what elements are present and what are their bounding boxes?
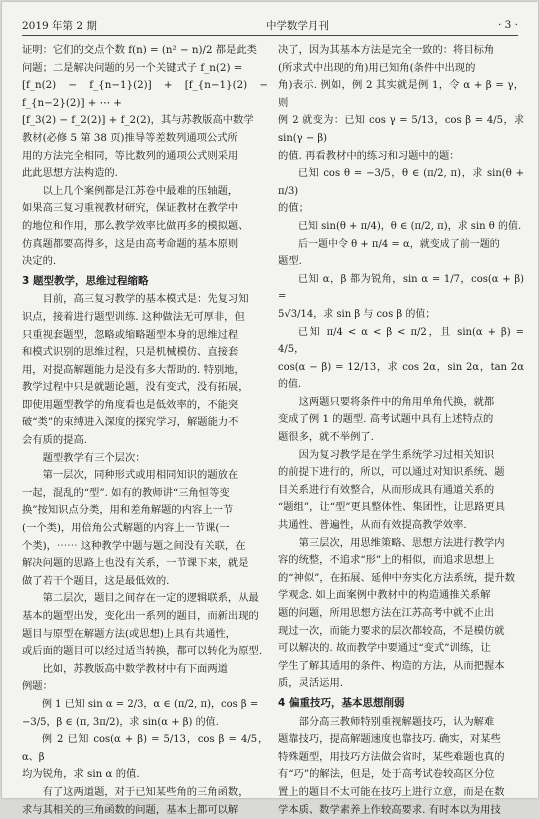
text-line: 题型. — [278, 255, 302, 268]
text-line: 目关系进行有效整合，从而形成具有通道关系的 — [278, 483, 495, 496]
text-line: 这两题只要将条件中的角用单角代换，就都 — [298, 395, 495, 408]
text-line: 一起，混乱的“型”. 如有的教师讲“三角恒等变 — [22, 486, 230, 499]
journal-title: 中学数学月刊 — [265, 19, 329, 32]
text-line: (一个类)，用倍角公式解题的内容上一节课(一 — [22, 522, 230, 535]
text-line: 求与其相关的三角函数的问题，基本上都可以解 — [22, 803, 239, 816]
text-line: 目前，高三复习教学的基本模式是：先复习知 — [42, 293, 249, 306]
text-line: 题靠技巧，提高解题速度也靠技巧. 确实，对某些 — [278, 733, 501, 746]
text-line: 即使用题型教学的角度看也是低效率的，不能突 — [22, 398, 239, 411]
text-line: 基本的题型出发，变化出一系列的题目，而新出现的 — [22, 610, 259, 622]
text-line: 会有质的提高. — [22, 434, 88, 447]
text-line: 置上的题目不太可能在技巧上进行立意，而是在数 — [278, 785, 505, 798]
text-line: (所求式中出现的角)用已知角(条件中出现的 — [278, 61, 476, 74]
text-line: 第二层次，题目之间存在一定的逻辑联系，从最 — [42, 592, 259, 605]
text-line: 仿真题都要高得多，这是由高考命题的基本原则 — [22, 237, 239, 250]
text-line: 换”按知识点分类，用和差角解题的内容上一节 — [22, 504, 234, 517]
text-line: 题的问题，所用思想方法在江苏高考中就不止出 — [278, 607, 495, 619]
example-2-line: 例 2 已知 cos(α + β) = 5/13，cos β = 4/5，α、β — [22, 734, 268, 763]
text-line: [f_n(2) − f_{n−1}(2)] + [f_{n−1}(2) − f_{n−2}(2)] + ⋯ + — [22, 79, 268, 109]
text-line: 例题： — [22, 680, 53, 693]
text-line: 的值； — [278, 202, 309, 215]
text-line: 有了这两道题，对于已知某些角的三角函数， — [42, 785, 249, 798]
text-line: 识点，接着进行题型训练. 这种做法无可厚非，但 — [22, 310, 245, 323]
text-line: 角)表示. 例如，例 2 其实就是例 1，令 α + β = γ，则 — [278, 79, 524, 109]
text-line: 证明：它们的交点个数 f(n) = (n² − n)/2 都是此类 — [22, 44, 257, 56]
page-header — [22, 16, 518, 34]
text-line: 比如，苏教版高中数学教材中有下面两道 — [42, 662, 228, 675]
text-line: 如果高三复习重视教材研究，保证教材在教学中 — [22, 202, 239, 215]
text-line: 题很多，就不举例了. — [278, 431, 374, 444]
text-line: 变成了例 1 的题型. 高考试题中具有上述特点的 — [278, 413, 494, 426]
text-line: 质，灵活运用. — [278, 677, 344, 690]
text-line: 部分高三教师特别重视解题技巧，认为解难 — [298, 715, 495, 728]
text-line: 做了若干个题目，这是最低效的. — [22, 574, 170, 587]
text-line: 用，对提高解题能力是没有多大帮助的. 特别地， — [22, 363, 245, 376]
issue-label: 2019 年第 2 期 — [22, 19, 97, 32]
exercise-line: cos(α − β) = 12/13，求 cos 2α，sin 2α，tan 2α 的值. — [278, 361, 524, 391]
text-line: 可以解决的. 故而教学中要通过“变式”训练，让 — [278, 642, 491, 655]
text-line: 的地位和作用，那么教学效率比做再多的模拟题、 — [22, 219, 249, 232]
text-line: 第一层次，同种形式或用相同知识的题放在 — [42, 469, 239, 482]
text-line: 的前提下进行的，所以，可以通过对知识系统、题 — [278, 466, 505, 479]
text-line: 容的统整，不追求“形”上的相似，而追求思想上 — [278, 554, 495, 567]
text-line: 题目与原型在解题方法(或思想)上具有共通性， — [22, 627, 236, 640]
text-line: 教材(必修 5 第 38 页)推导等差数列通项公式所 — [22, 131, 238, 144]
text-line: 现过一次，而能力要求的层次都较高，不是模仿就 — [278, 624, 505, 637]
text-line: [f_3(2) − f_2(2)] + f_2(2)，其与苏教版高中数学 — [22, 114, 254, 127]
math-line: 例 2 就变为：已知 cos γ = 5/13，cos β = 4/5，求 sin(γ − β) — [278, 115, 524, 144]
text-line: 以上几个案例都是江苏卷中最难的压轴题， — [42, 184, 239, 197]
exercise-line: 已知 α，β 都为锐角，sin α = 1/7，cos(α + β) = — [278, 273, 524, 303]
exercise-line: 5√3/14，求 sin β 与 cos β 的值； — [278, 308, 436, 320]
journal-page — [2, 2, 538, 816]
text-line: 共通性、普遍性，从而有效提高教学效率. — [278, 519, 467, 532]
text-line: 有“巧”的解法，但是，处于高考试卷较高区分位 — [278, 768, 495, 781]
text-line: 后一题中令 θ + π/4 = α，就变成了前一题的 — [298, 238, 500, 250]
text-line: 破“类”的束缚进入深度的探究学习，解题能力不 — [22, 416, 239, 429]
page-number: · 3 · — [497, 19, 518, 31]
text-line: 和模式识别的思维过程，只是机械模仿、直接套 — [22, 346, 239, 359]
text-line: 学观念. 如上面案例中教材中的构造通推关系解 — [278, 589, 491, 602]
header-rule — [22, 35, 518, 36]
exercise-line: 已知 sin(θ + π/4)，θ ∈ (π/2, π)，求 sin θ 的值. — [298, 220, 522, 232]
text-line: 个类)，⋯⋯ 这种教学中题与题之间没有关联，在 — [22, 539, 246, 552]
right-column — [278, 42, 524, 819]
text-line: 教学过程中只是就题论题，没有变式，没有拓展， — [22, 381, 249, 394]
text-line: 特殊题型，用技巧方法做会省时，某些难题也真的 — [278, 750, 505, 763]
exercise-line: 已知 cos θ = −3/5，θ ∈ (π/2, π)，求 sin(θ + π/3) — [278, 168, 524, 197]
section-heading: 4 偏重技巧，基本思想削弱 — [278, 696, 405, 709]
text-line: 学生了解其适用的条件、构造的方法，从而把握本 — [278, 659, 505, 672]
text-line: 解决问题的思路上也没有关系，一节课下来，就是 — [22, 557, 249, 570]
text-line: “题组”，让“型”更具整体性、集团性，让思路更具 — [278, 501, 505, 514]
example-1-line: −3/5，β ∈ (π, 3π/2)，求 sin(α + β) 的值. — [22, 716, 219, 728]
example-1-line: 例 1 已知 sin α = 2/3，α ∈ (π/2, π)，cos β = — [42, 698, 259, 710]
text-line: 的值. 再看教材中的练习和习题中的题： — [278, 149, 460, 162]
text-line: 决了，因为其基本方法是完全一致的：将目标角 — [278, 44, 495, 56]
text-line: 决定的. — [22, 255, 57, 268]
example-2-line: 均为锐角，求 sin α 的值. — [22, 768, 140, 781]
exercise-line: 已知 π/4 < α < β < π/2，且 sin(α + β) = 4/5， — [278, 326, 524, 356]
text-line: 第三层次，用思维策略、思想方法进行教学内 — [298, 536, 505, 549]
text-line: 用的方法完全相同，等比数列的通项公式则采用 — [22, 149, 239, 162]
text-line: 题型教学有三个层次： — [42, 451, 146, 464]
text-line: 学本质、数学素养上作较高要求. 有时本以为用技 — [278, 803, 501, 816]
text-line: 因为复习教学是在学生系统学习过相关知识 — [298, 448, 495, 461]
section-heading: 3 题型教学，思维过程缩略 — [22, 274, 149, 287]
text-line: 问题；二是解决问题的另一个关键式子 f_n(2) = — [22, 61, 243, 74]
text-line: 只重视套题型，忽略或缩略题型本身的思维过程 — [22, 328, 239, 341]
left-column — [22, 42, 268, 819]
text-line: 或后面的题目可以经过适当转换，都可以转化为原型. — [22, 645, 263, 658]
text-line: 的“神似”，在拓展、延伸中夯实化方法系统，提升数 — [278, 571, 516, 584]
text-line: 此此思想方法构造的. — [22, 167, 118, 180]
